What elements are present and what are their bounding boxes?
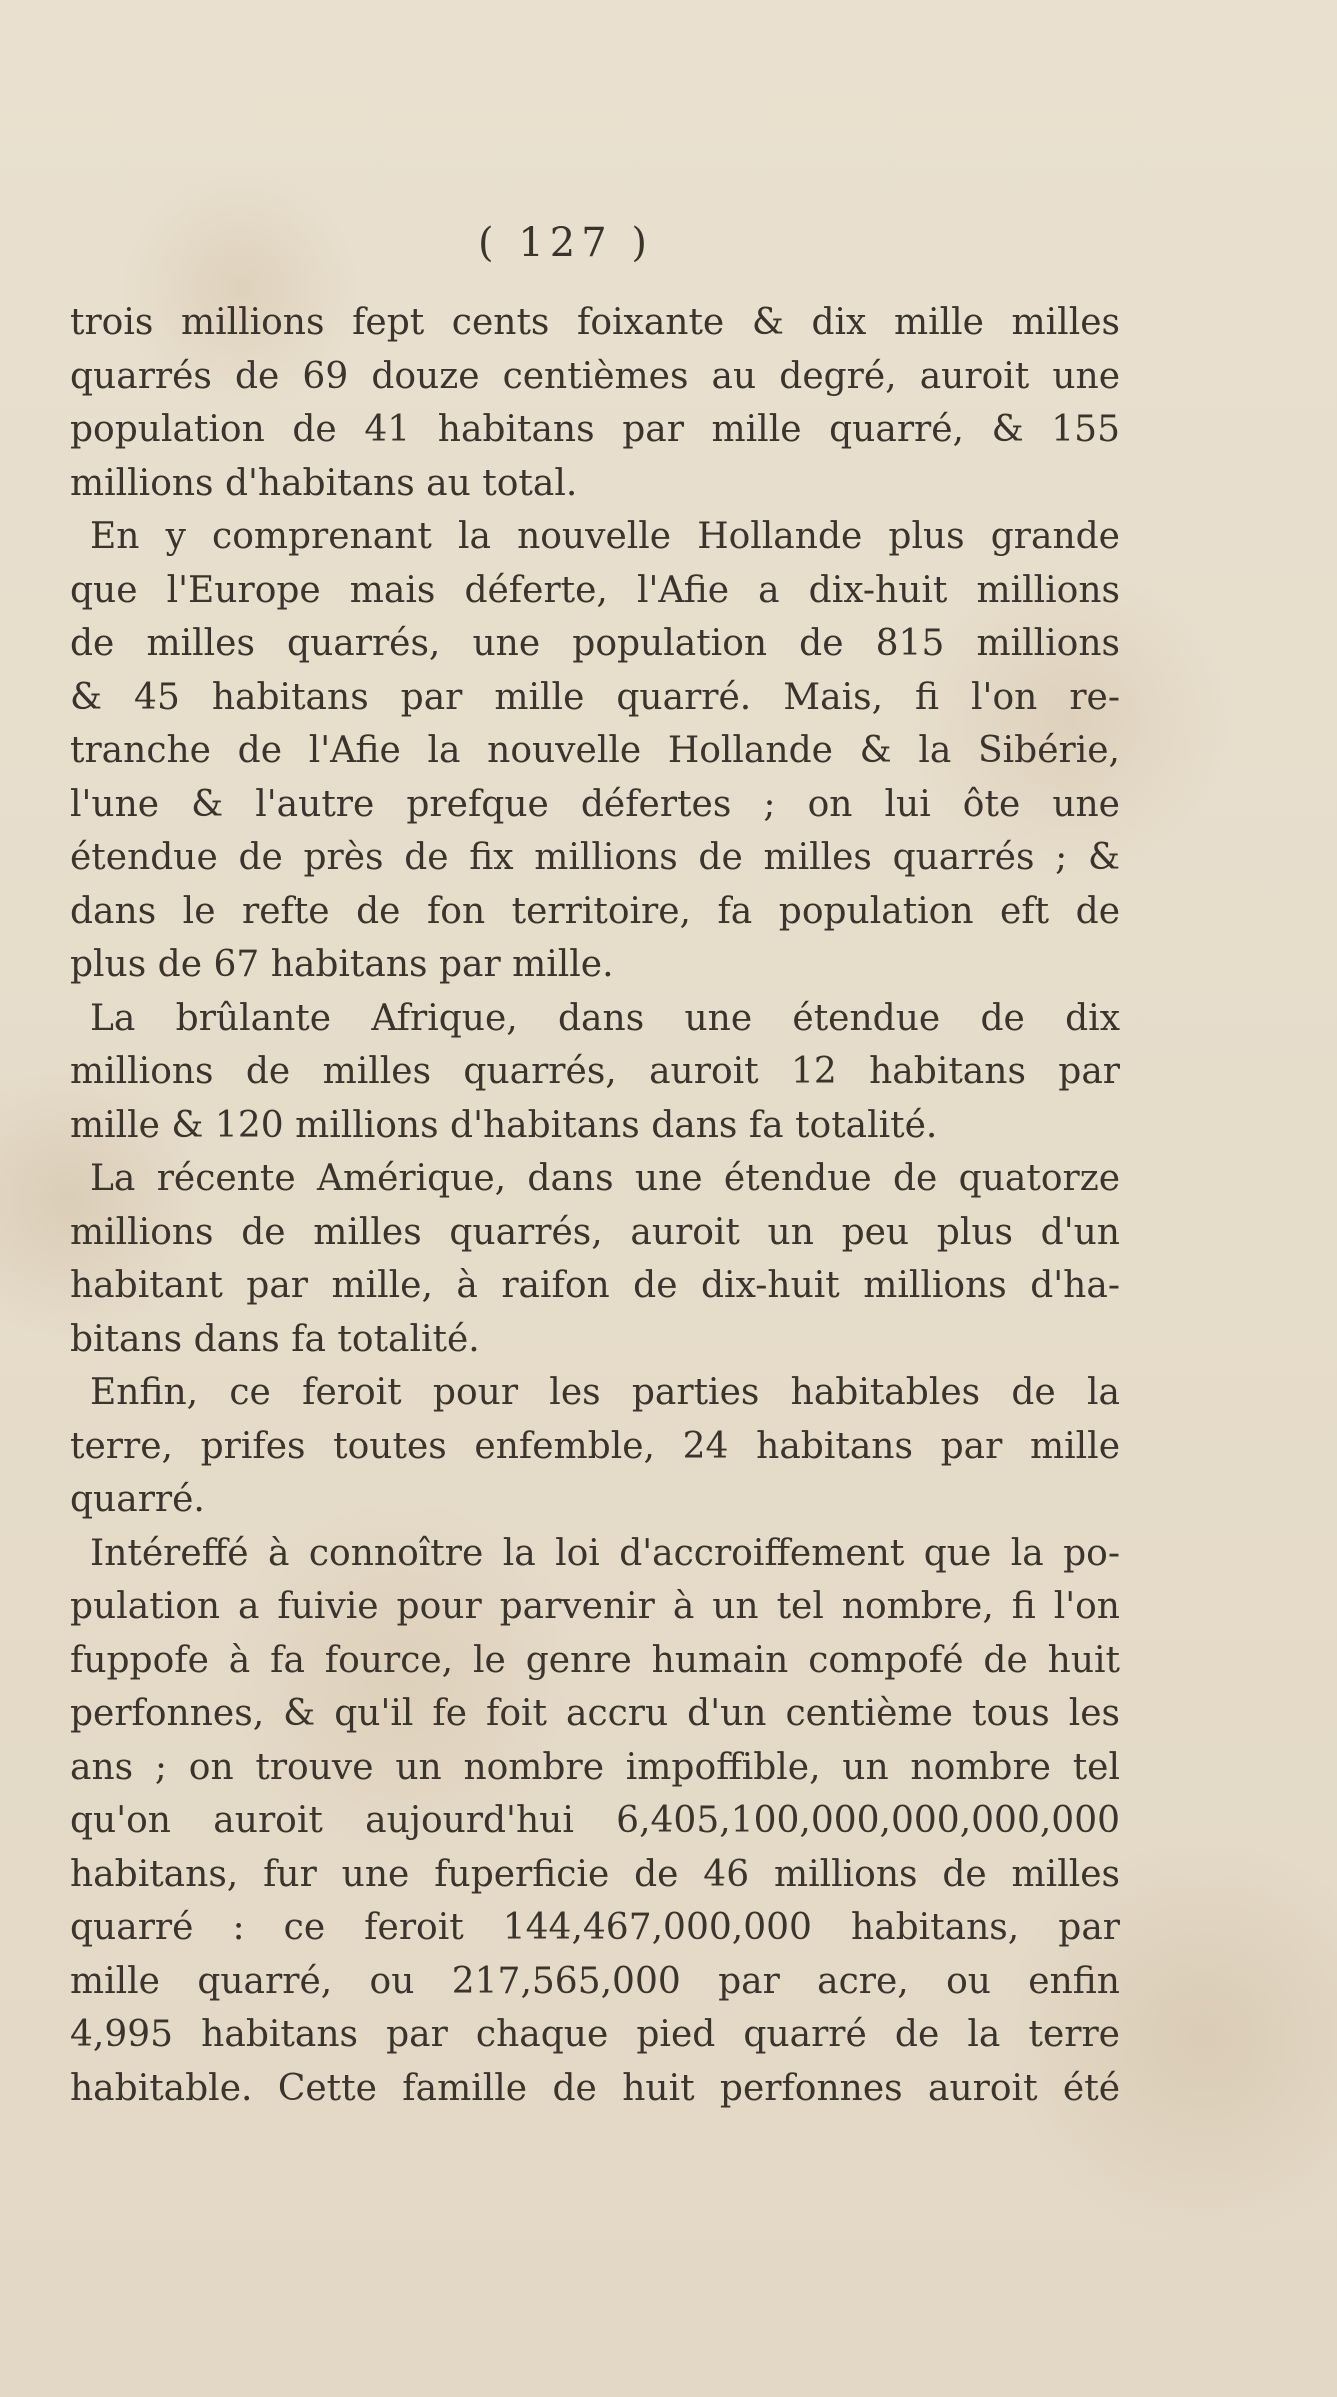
text-line: étendue de près de fix millions de milles quarrés ; &: [70, 837, 1120, 878]
text-line: & 45 habitans par mille quarré. Mais, fi l'on re-: [70, 676, 1120, 718]
text-line: millions de milles quarrés, auroit 12 habitans par: [70, 1051, 1120, 1092]
text-line: terre, prifes toutes enfemble, 24 habitans par mille: [70, 1425, 1120, 1467]
text-line: mille & 120 millions d'habitans dans fa totalité.: [70, 1104, 938, 1146]
text-line: La brûlante Afrique, dans une étendue de dix: [90, 997, 1120, 1039]
text-line: que l'Europe mais déferte, l'Afie a dix-huit millions: [70, 569, 1120, 611]
text-line: qu'on auroit aujourd'hui 6,405,100,000,000,000,000: [70, 1800, 1120, 1841]
text-line: trois millions fept cents foixante & dix mille milles: [70, 302, 1120, 343]
text-line: En y comprenant la nouvelle Hollande plus grande: [90, 516, 1120, 557]
text-line: population de 41 habitans par mille quarré, & 155: [70, 409, 1120, 450]
text-line: 4,995 habitans par chaque pied quarré de la terre: [70, 2014, 1120, 2055]
text-line: plus de 67 habitans par mille.: [70, 944, 614, 985]
text-line: quarré : ce feroit 144,467,000,000 habitans, par: [70, 1907, 1120, 1948]
text-line: pulation a fuivie pour parvenir à un tel nombre, fi l'on: [70, 1586, 1120, 1627]
text-line: ans ; on trouve un nombre impoffible, un nombre tel: [70, 1746, 1120, 1788]
text-line: mille quarré, ou 217,565,000 par acre, ou enfin: [70, 1960, 1120, 2002]
text-line: habitable. Cette famille de huit perfonnes auroit été: [70, 2067, 1120, 2109]
text-line: l'une & l'autre prefque défertes ; on lui ôte une: [70, 783, 1120, 825]
text-line: dans le refte de fon territoire, fa population eft de: [70, 890, 1120, 932]
text-line: quarrés de 69 douze centièmes au degré, auroit une: [70, 355, 1120, 397]
body-text: [70, 296, 1120, 2115]
text-line: quarré.: [70, 1479, 205, 1520]
text-line: habitans, fur une fuperficie de 46 millions de milles: [70, 1853, 1120, 1895]
text-line: millions de milles quarrés, auroit un peu plus d'un: [70, 1211, 1120, 1253]
text-line: fuppofe à fa fource, le genre humain compofé de huit: [70, 1639, 1120, 1681]
text-line: bitans dans fa totalité.: [70, 1318, 480, 1360]
text-line: de milles quarrés, une population de 815 millions: [70, 623, 1120, 664]
text-line: La récente Amérique, dans une étendue de quatorze: [90, 1158, 1120, 1199]
text-line: tranche de l'Afie la nouvelle Hollande & la Sibérie,: [70, 730, 1120, 771]
page-number: ( 127 ): [478, 220, 653, 266]
text-line: millions d'habitans au total.: [70, 462, 578, 504]
text-line: habitant par mille, à raifon de dix-huit millions d'ha-: [70, 1265, 1120, 1306]
text-line: perfonnes, & qu'il fe foit accru d'un centième tous les: [70, 1693, 1120, 1734]
text-line: Intéreffé à connoître la loi d'accroiffement que la po-: [90, 1532, 1120, 1574]
text-line: Enfin, ce feroit pour les parties habitables de la: [90, 1372, 1120, 1413]
